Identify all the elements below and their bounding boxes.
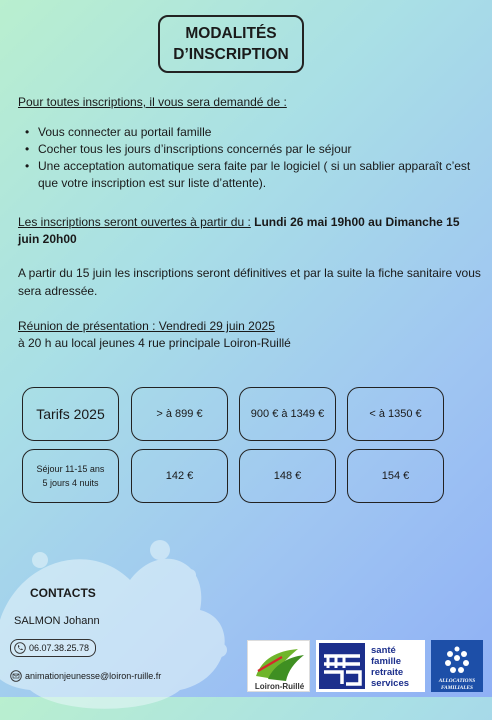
caf-logo [431,640,483,692]
bullet-icon: • [25,159,30,173]
dates-value: Lundi 26 mai 19h00 au Dimanche 15 juin 20h00 [18,215,460,246]
bullet-icon: • [25,125,30,139]
price-cell-3: 154 € [347,449,444,503]
msa-line-1: santé [371,645,396,656]
title-line-1: MODALITÉS [185,25,277,42]
msa-line-4: services [371,678,410,689]
caf-line-2: FAMILIALES [441,685,473,691]
phone-row[interactable] [10,639,96,657]
page-title [158,15,304,73]
requirement-text: Une acceptation automatique sera faite par le logiciel ( si un sablier apparaît c’est que votre inscription est sur liste d’attente). [38,159,471,190]
list-item [18,124,478,141]
final-note: A partir du 15 juin les inscriptions seront définitives et par la suite la fiche sanitaire vous sera adressée. [18,266,481,298]
msa-logo [316,640,425,692]
caf-line-1: ALLOCATIONS [438,678,476,684]
price-cell-1: 142 € [131,449,228,503]
meeting-place: à 20 h au local jeunes 4 rue principale Loiron-Ruillé [18,336,291,350]
caf-emblem [431,640,483,692]
meeting-label: Réunion de présentation : Vendredi 29 juin 2025 [18,319,275,333]
email-row[interactable] [10,670,161,682]
meeting-info [18,318,478,352]
list-item [18,158,478,192]
price-cell-2: 148 € [239,449,336,503]
stay-duration: 5 jours 4 nuits [42,478,99,488]
loiron-ruille-emblem [248,641,311,693]
dates-label: Les inscriptions seront ouvertes à partir du : [18,215,251,229]
loiron-ruille-logo [247,640,310,692]
stay-age: Séjour 11-15 ans [36,464,105,474]
phone-number: 06.07.38.25.78 [29,643,90,653]
requirement-text: Vous connecter au portail famille [38,125,212,139]
list-item [18,141,478,158]
requirement-text: Cocher tous les jours d’inscriptions concernés par le séjour [38,142,352,156]
contact-name: SALMON Johann [14,615,100,627]
bullet-icon: • [25,142,30,156]
email-icon [10,670,22,682]
phone-pill[interactable] [10,639,96,657]
intro-text: Pour toutes inscriptions, il vous sera demandé de : [18,95,287,109]
requirements-list [18,124,478,192]
email-address[interactable]: animationjeunesse@loiron-ruille.fr [25,671,162,681]
loiron-logo-text: Loiron-Ruillé [254,682,305,691]
phone-icon [14,642,26,654]
msa-line-2: famille [371,656,402,667]
tarif-bracket-3: < à 1350 € [347,387,444,441]
title-line-2: D’INSCRIPTION [173,46,289,63]
water-splash-decoration [0,500,260,720]
tarif-bracket-1: > à 899 € [131,387,228,441]
msa-emblem [316,640,425,692]
stay-label-cell [22,449,119,503]
tarif-bracket-2: 900 € à 1349 € [239,387,336,441]
msa-line-3: retraite [371,667,404,678]
tarifs-header-cell: Tarifs 2025 [22,387,119,441]
contacts-title: CONTACTS [30,586,96,600]
registration-dates [18,214,483,248]
